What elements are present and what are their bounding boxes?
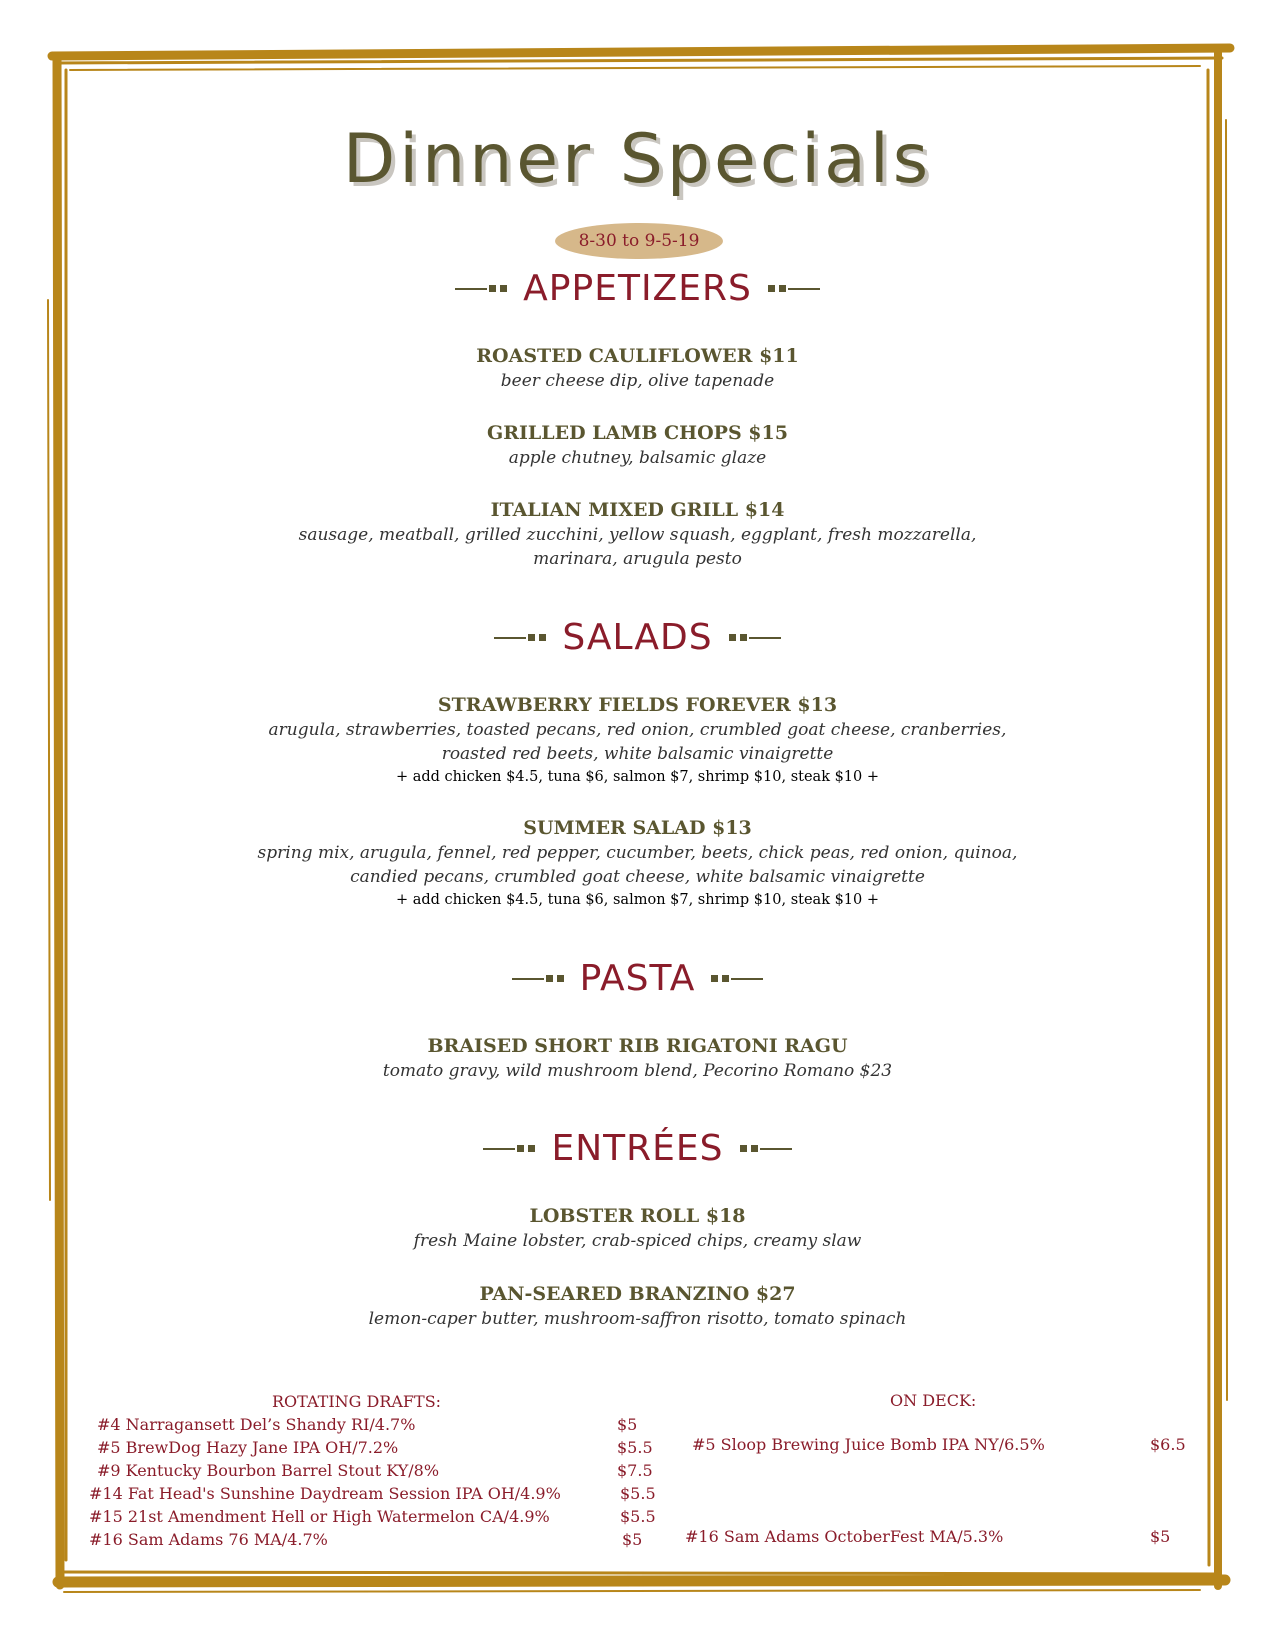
item-description: sausage, meatball, grilled zucchini, yellow squash, eggplant, fresh mozzarella, [298,525,977,545]
item-addon: + add chicken $4.5, tuna $6, salmon $7, shrimp $10, steak $10 + [395,769,880,785]
item-name: BRAISED SHORT RIB RIGATONI RAGU [427,1035,848,1057]
date-range-badge: 8-30 to 9-5-19 [555,223,723,259]
on-deck-price: $6.5 [1150,1435,1186,1454]
item-description: beer cheese dip, olive tapenade [500,371,775,391]
beer-name: #4 Narragansett Del’s Shandy RI/4.7% [97,1415,416,1434]
item-description: arugula, strawberries, toasted pecans, red onion, crumbled goat cheese, cranberries, [268,720,1007,740]
item-description: fresh Maine lobster, crab-spiced chips, creamy slaw [413,1231,862,1251]
draft-price: $5.5 [617,1438,653,1457]
item-name: PAN-SEARED BRANZINO $27 [479,1283,796,1305]
item-name: GRILLED LAMB CHOPS $15 [487,422,788,444]
page-title: Dinner Specials [342,120,933,199]
draft-price: $5 [622,1530,643,1549]
item-name: LOBSTER ROLL $18 [529,1205,746,1227]
menu-item [0,692,1275,788]
draft-item [89,1507,550,1526]
section-header-entrees [0,1128,1275,1169]
item-description: roasted red beets, white balsamic vinaigrette [441,744,834,764]
beer-name: #16 Sam Adams OctoberFest MA/5.3% [685,1527,1004,1546]
item-description: marinara, arugula pesto [533,549,742,569]
draft-item [97,1461,439,1480]
menu-item [0,815,1275,911]
item-description: candied pecans, crumbled goat cheese, white balsamic vinaigrette [350,867,925,887]
ornament-right [709,975,763,982]
section-title: APPETIZERS [523,268,752,309]
ornament-left [483,1145,537,1152]
section-title: PASTA [579,958,696,999]
beer-name: #16 Sam Adams 76 MA/4.7% [89,1530,328,1549]
ornament-left [455,285,509,292]
draft-price: $5.5 [620,1507,656,1526]
draft-price: $5 [617,1415,638,1434]
ornament-right [738,1145,792,1152]
on-deck-price: $5 [1150,1527,1171,1546]
section-title: ENTRÉES [551,1128,724,1169]
menu-item [0,420,1275,470]
item-description: lemon-caper butter, mushroom-saffron risotto, tomato spinach [368,1309,907,1329]
ornament-right [727,634,781,641]
menu-item [0,1281,1275,1331]
item-name: ROASTED CAULIFLOWER $11 [476,345,799,367]
item-name: SUMMER SALAD $13 [523,817,752,839]
on-deck-title: ON DECK: [890,1391,977,1410]
item-addon: + add chicken $4.5, tuna $6, salmon $7, shrimp $10, steak $10 + [395,892,880,908]
drafts-title: ROTATING DRAFTS: [272,1392,442,1411]
beer-name: #5 BrewDog Hazy Jane IPA OH/7.2% [97,1438,399,1457]
section-header-salads [0,617,1275,658]
draft-price: $7.5 [617,1461,653,1480]
item-description: tomato gravy, wild mushroom blend, Pecorino Romano $23 [382,1061,893,1081]
draft-item [89,1484,561,1503]
item-name: ITALIAN MIXED GRILL $14 [490,499,785,521]
on-deck-item [685,1527,1003,1546]
section-header-pasta [0,958,1275,999]
beer-name: #9 Kentucky Bourbon Barrel Stout KY/8% [97,1461,440,1480]
draft-price: $5.5 [620,1484,656,1503]
beer-name: #14 Fat Head's Sunshine Daydream Session IPA OH/4.9% [89,1484,561,1503]
ornament-right [766,285,820,292]
draft-item [89,1530,328,1549]
item-name: STRAWBERRY FIELDS FOREVER $13 [437,694,838,716]
menu-item [0,343,1275,393]
menu-item [0,1033,1275,1083]
menu-item [0,497,1275,571]
ornament-left [494,634,548,641]
ornament-left [512,975,566,982]
section-title: SALADS [562,617,713,658]
item-description: spring mix, arugula, fennel, red pepper, cucumber, beets, chick peas, red onion, quinoa, [257,843,1018,863]
beer-name: #5 Sloop Brewing Juice Bomb IPA NY/6.5% [692,1435,1045,1454]
menu-item [0,1203,1275,1253]
item-description: apple chutney, balsamic glaze [508,448,767,468]
draft-item [97,1415,415,1434]
on-deck-item [692,1435,1045,1454]
beer-name: #15 21st Amendment Hell or High Watermelon CA/4.9% [89,1507,550,1526]
section-header-appetizers [0,268,1275,309]
draft-item [97,1438,398,1457]
